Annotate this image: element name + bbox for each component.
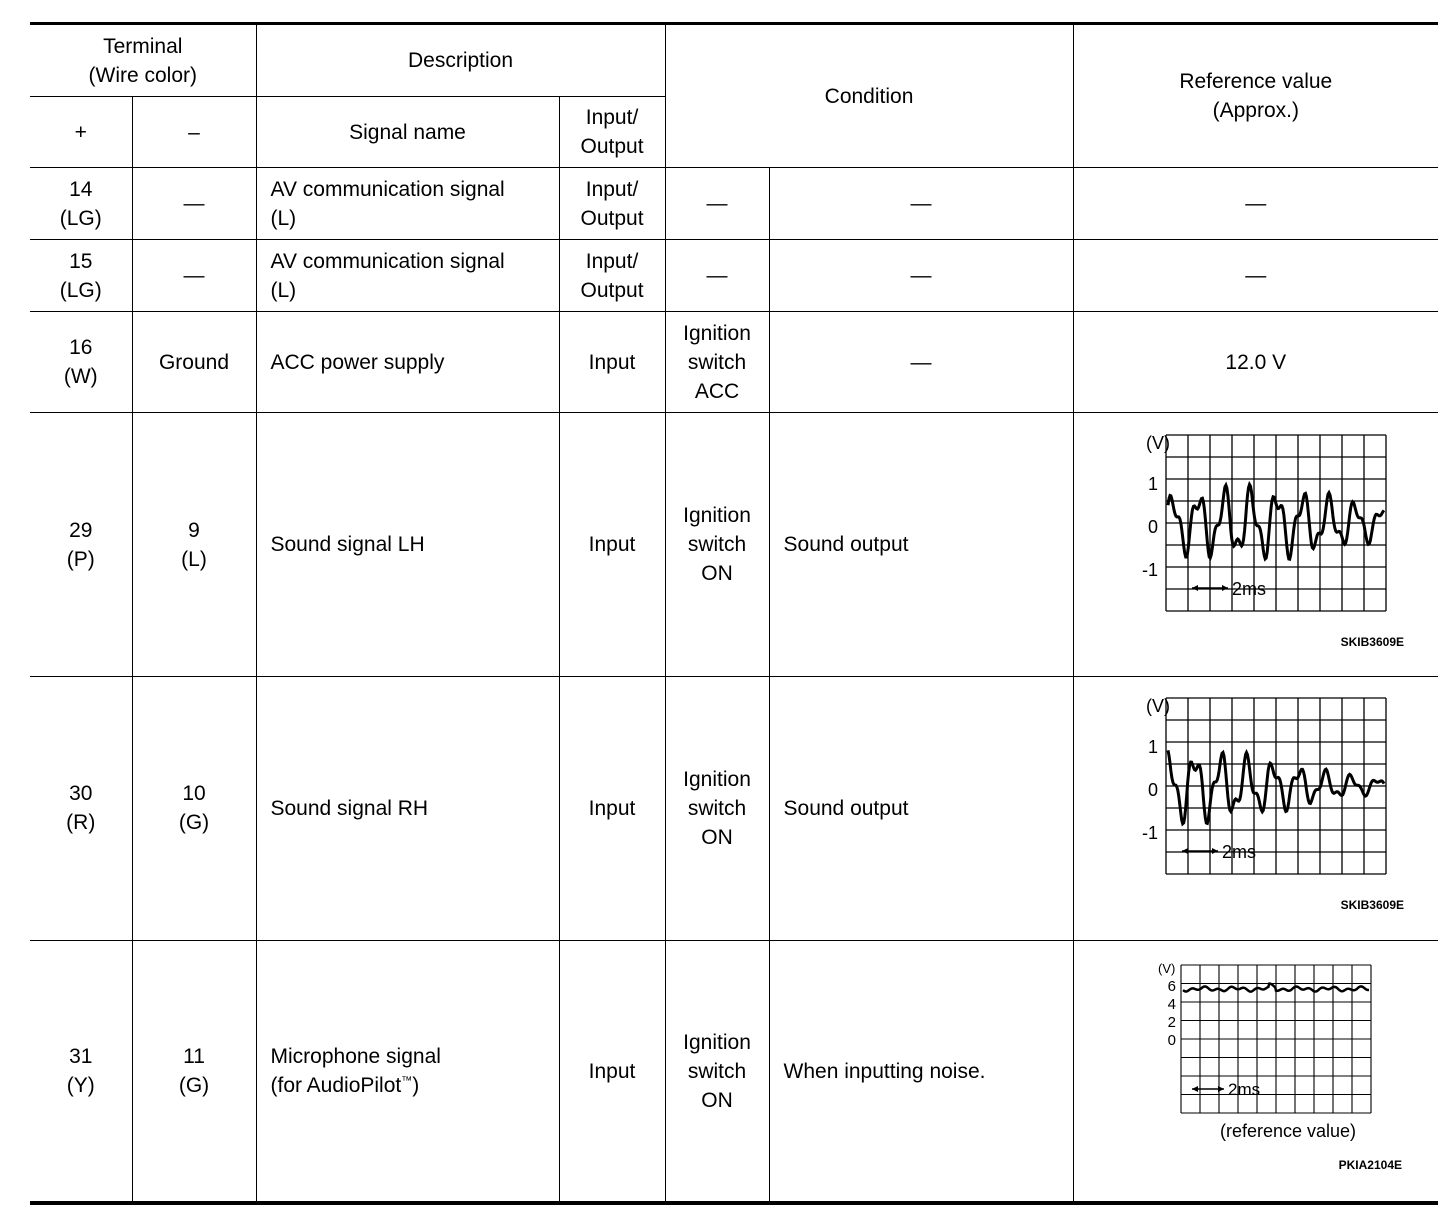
condition: —: [665, 240, 769, 312]
y-tick: 0: [1147, 780, 1158, 801]
period-marker: [1192, 1086, 1224, 1092]
condition: Ignition switch ON: [665, 413, 769, 676]
y-tick: 6: [1167, 978, 1176, 996]
terminal-reference-table: [30, 22, 1438, 1205]
period-label: 2ms: [1231, 578, 1266, 599]
condition-detail: —: [769, 312, 1073, 413]
waveform-grid: [1166, 698, 1386, 874]
period-label: 2ms: [1227, 1080, 1260, 1100]
table-row: [30, 312, 1438, 413]
condition-detail: Sound output: [769, 676, 1073, 940]
y-tick: 0: [1167, 1032, 1176, 1050]
header-plus: +: [30, 97, 132, 168]
unit-label: (V): [1145, 696, 1170, 717]
reference-waveform: [1073, 676, 1438, 940]
y-tick: 1: [1147, 737, 1158, 758]
reference-value: —: [1073, 240, 1438, 312]
condition: —: [665, 168, 769, 240]
condition-detail: When inputting noise.: [769, 941, 1073, 1203]
plus-terminal: 31 (Y): [30, 941, 132, 1203]
minus-terminal: 11 (G): [132, 941, 256, 1203]
condition: Ignition switch ACC: [665, 312, 769, 413]
plus-terminal: 16 (W): [30, 312, 132, 413]
signal-name: Sound signal RH: [256, 676, 559, 940]
signal-name: ACC power supply: [256, 312, 559, 413]
header-minus: –: [132, 97, 256, 168]
plus-terminal: 29 (P): [30, 413, 132, 676]
input-output: Input: [559, 941, 665, 1203]
signal-name: AV communication signal (L): [256, 168, 559, 240]
table-row: [30, 168, 1438, 240]
minus-terminal: Ground: [132, 312, 256, 413]
waveform-caption: (reference value): [1219, 1121, 1356, 1142]
condition-detail: —: [769, 168, 1073, 240]
reference-waveform: [1073, 941, 1438, 1203]
plus-terminal: 15 (LG): [30, 240, 132, 312]
condition-detail: Sound output: [769, 413, 1073, 676]
header-condition: Condition: [665, 24, 1073, 168]
minus-terminal: —: [132, 168, 256, 240]
table-row: [30, 676, 1438, 940]
reference-waveform: [1073, 413, 1438, 676]
header-reference-value: Reference value (Approx.): [1073, 24, 1438, 168]
y-tick: 0: [1147, 516, 1158, 537]
condition: Ignition switch ON: [665, 676, 769, 940]
header-terminal: Terminal (Wire color): [30, 24, 256, 97]
waveform-grid: [1166, 435, 1386, 611]
y-tick: -1: [1141, 559, 1158, 580]
header-input-output: Input/ Output: [559, 97, 665, 168]
header-signal-name: Signal name: [256, 97, 559, 168]
table-row: [30, 941, 1438, 1203]
waveform-diagram-mic: [1106, 961, 1406, 1181]
signal-name: AV communication signal (L): [256, 240, 559, 312]
plus-terminal: 30 (R): [30, 676, 132, 940]
waveform-diagram-rh: [1106, 698, 1406, 918]
signal-name: Sound signal LH: [256, 413, 559, 676]
signal-name: Microphone signal (for AudioPilot™): [256, 941, 559, 1203]
y-tick: -1: [1141, 823, 1158, 844]
y-tick: 2: [1167, 1014, 1176, 1032]
waveform-diagram-lh: [1106, 432, 1406, 655]
table-row: [30, 413, 1438, 676]
plus-terminal: 14 (LG): [30, 168, 132, 240]
minus-terminal: 10 (G): [132, 676, 256, 940]
reference-value: —: [1073, 168, 1438, 240]
minus-terminal: 9 (L): [132, 413, 256, 676]
unit-label: (V): [1157, 961, 1176, 977]
input-output: Input: [559, 312, 665, 413]
y-tick: 1: [1147, 473, 1158, 494]
unit-label: (V): [1145, 432, 1170, 453]
figure-code: SKIB3609E: [1340, 898, 1404, 913]
input-output: Input: [559, 413, 665, 676]
table-row: [30, 240, 1438, 312]
input-output: Input/ Output: [559, 168, 665, 240]
input-output: Input/ Output: [559, 240, 665, 312]
input-output: Input: [559, 676, 665, 940]
reference-value: 12.0 V: [1073, 312, 1438, 413]
y-tick: 4: [1167, 996, 1176, 1014]
minus-terminal: —: [132, 240, 256, 312]
header-row-1: [30, 24, 1438, 97]
header-description: Description: [256, 24, 665, 97]
condition-detail: —: [769, 240, 1073, 312]
figure-code: SKIB3609E: [1340, 634, 1404, 649]
period-marker: [1182, 848, 1218, 854]
figure-code: PKIA2104E: [1338, 1158, 1402, 1173]
condition: Ignition switch ON: [665, 941, 769, 1203]
period-label: 2ms: [1221, 842, 1256, 863]
